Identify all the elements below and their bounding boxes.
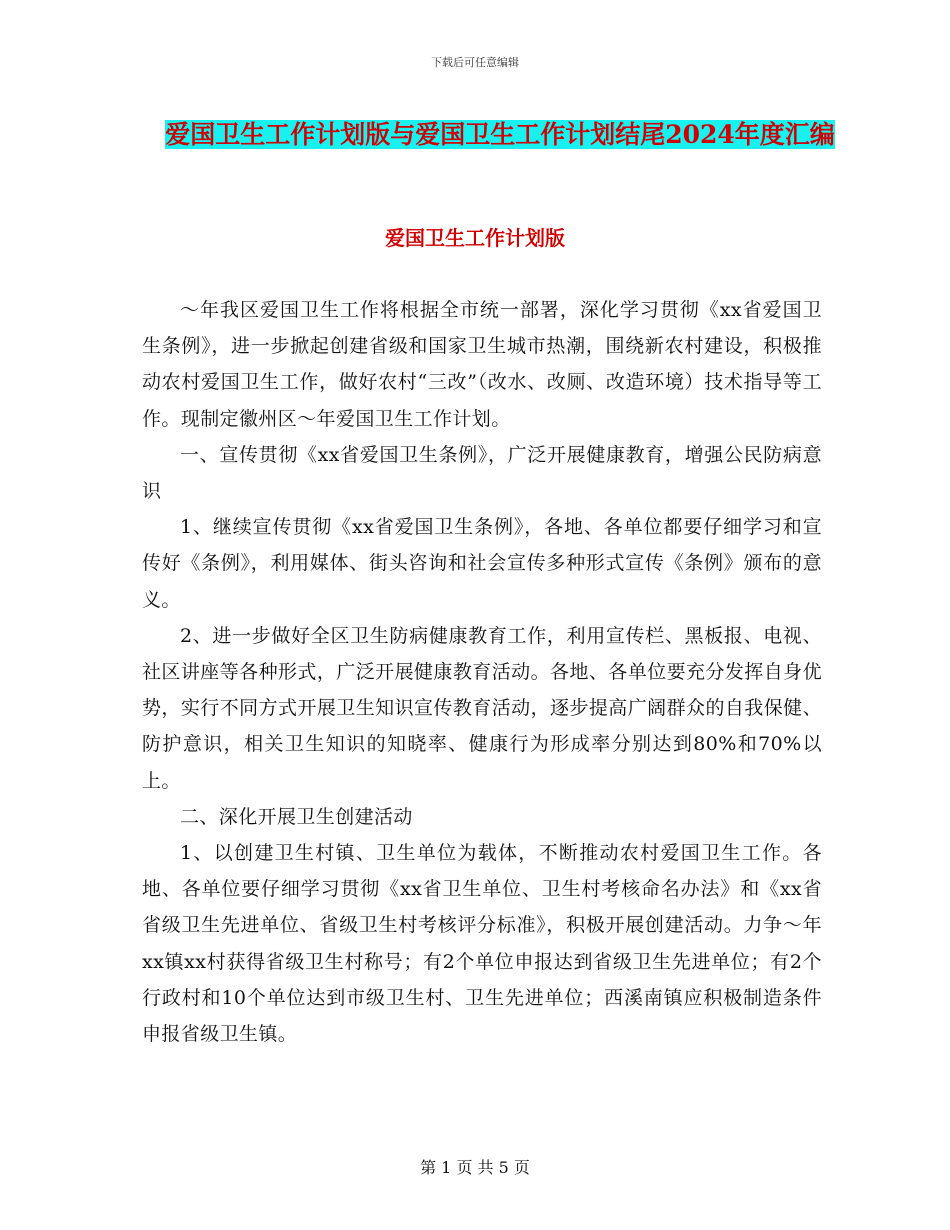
section-title: 爱国卫生工作计划版 [385, 226, 565, 250]
header-note: 下载后可任意编辑 [431, 56, 519, 69]
document-title [150, 110, 850, 159]
page-footer: 第 1 页 共 5 页 [420, 1158, 530, 1177]
document-title-text: 爱国卫生工作计划版与爱国卫生工作计划结尾2024年度汇编 [165, 120, 835, 149]
paragraph: ～年我区爱国卫生工作将根据全市统一部署，深化学习贯彻《xx省爱国卫生条例》，进一步掀起创建省级和国家卫生城市热潮，围绕新农村建设，积极推动农村爱国卫生工作，做好农村“三改”（改水、改厕、改造环境）技术指导等工作。现制定徽州区～年爱国卫生工作计划。 [142, 299, 822, 430]
paragraph: 二、深化开展卫生创建活动 [180, 805, 413, 828]
paragraph: 2、进一步做好全区卫生防病健康教育工作，利用宣传栏、黑板报、电视、社区讲座等各种形式，广泛开展健康教育活动。各地、各单位要充分发挥自身优势，实行不同方式开展卫生知识宣传教育活动，逐步提高广阔群众的自我保健、防护意识，相关卫生知识的知晓率、健康行为形成率分别达到80%和70%以上。 [142, 624, 822, 792]
body-text [142, 292, 822, 1052]
paragraph: 一、宣传贯彻《xx省爱国卫生条例》，广泛开展健康教育，增强公民防病意识 [142, 443, 822, 503]
paragraph: 1、以创建卫生村镇、卫生单位为载体，不断推动农村爱国卫生工作。各地、各单位要仔细学习贯彻《xx省卫生单位、卫生村考核命名办法》和《xx省省级卫生先进单位、省级卫生村考核评分标准》，积极开展创建活动。力争～年xx镇xx村获得省级卫生村称号；有2个单位申报达到省级卫生先进单位；有2个行政村和10个单位达到市级卫生村、卫生先进单位；西溪南镇应积极制造条件申报省级卫生镇。 [142, 842, 822, 1046]
paragraph: 1、继续宣传贯彻《xx省爱国卫生条例》，各地、各单位都要仔细学习和宣传好《条例》，利用媒体、街头咨询和社会宣传多种形式宣传《条例》颁布的意义。 [142, 516, 822, 611]
